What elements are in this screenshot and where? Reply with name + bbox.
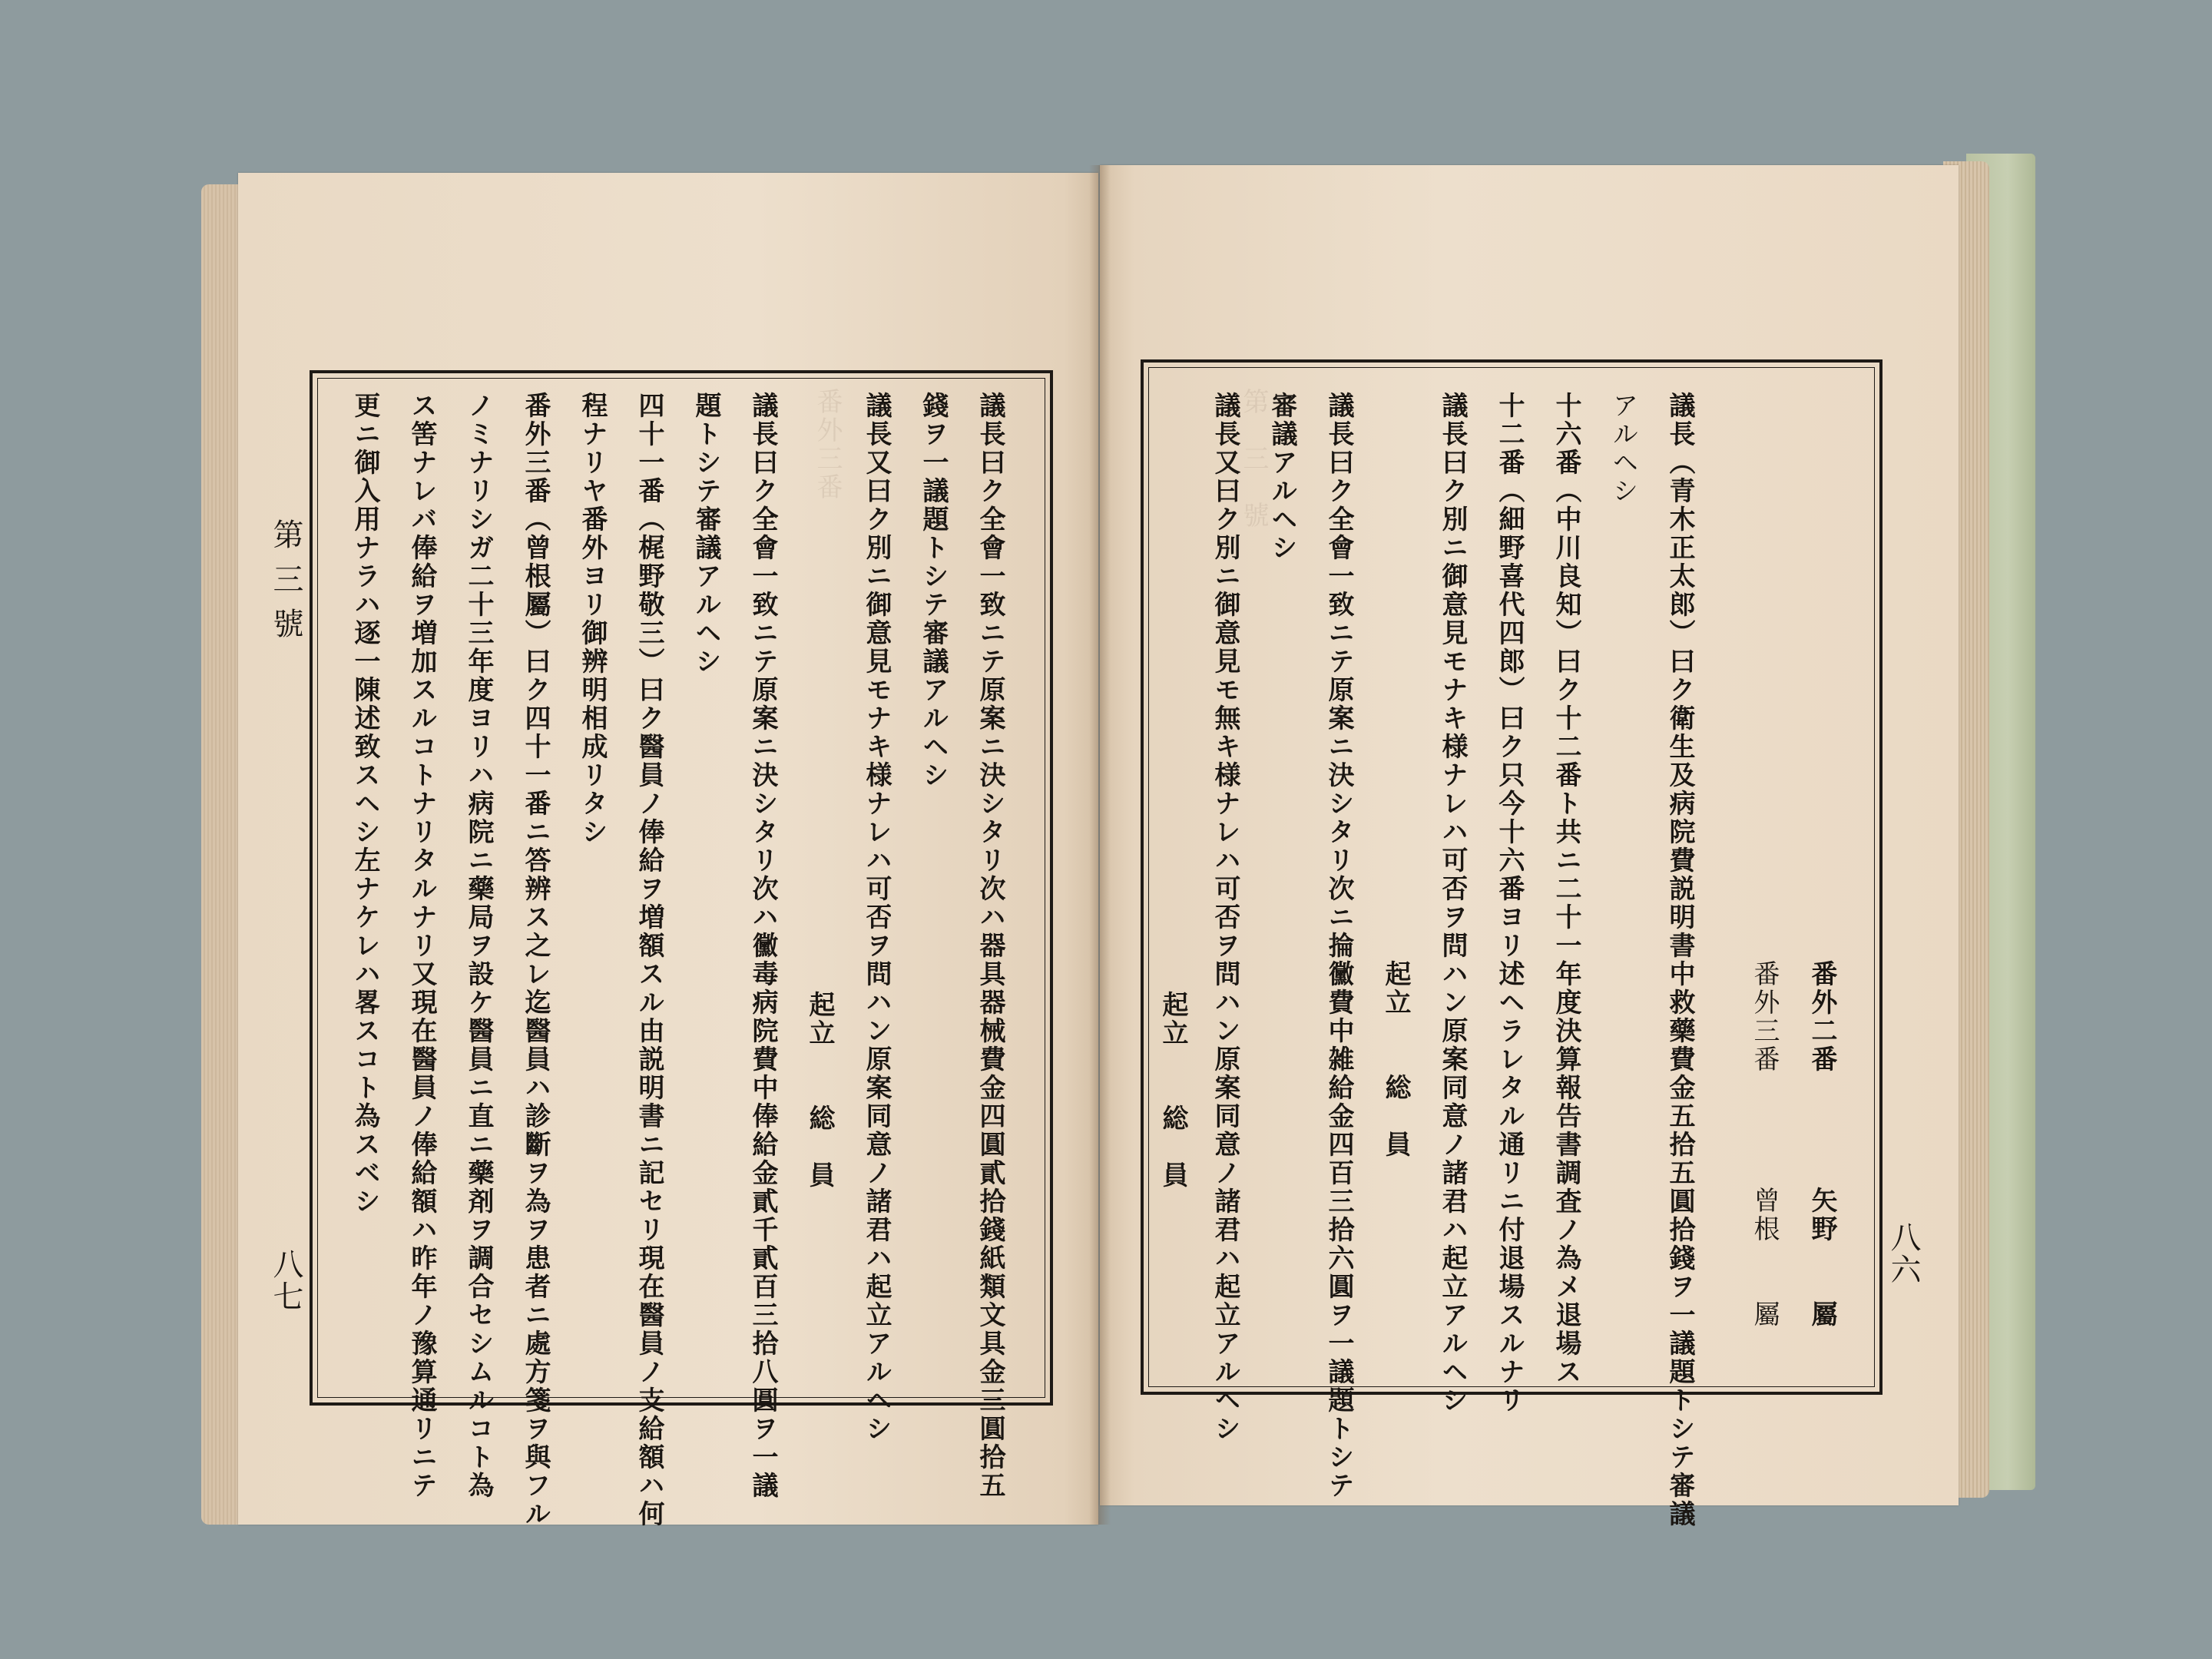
text-column: ノミナリシガ二十三年度ヨリハ病院ニ藥局ヲ設ケ醫員ニ直ニ藥剤ヲ調合セシムルコト為	[463, 392, 494, 1500]
text-column: 議長又曰ク別ニ御意見モナキ様ナレハ可否ヲ問ハン原案同意ノ諸君ハ起立アルヘシ	[861, 392, 892, 1443]
vote-result: 起立 総 員	[804, 991, 835, 1190]
text-column: 四十一番（梶野敬三）曰ク醫員ノ俸給ヲ増額スル由説明書ニ記セリ現在醫員ノ支給額ハ何	[634, 392, 664, 1528]
text-column: 審議アルヘシ	[1267, 392, 1297, 562]
book-gutter	[1089, 165, 1111, 1525]
text-column: 更ニ御入用ナラハ逐一陳述致スヘシ左ナケレハ畧スコト為スベシ	[349, 392, 380, 1216]
show-through-ghost: 第 三 號	[1238, 388, 1269, 530]
text-column: アルヘシ	[1608, 392, 1638, 505]
text-column: 錢ヲ一議題トシテ審議アルヘシ	[918, 392, 949, 790]
officer-name: 矢野 屬	[1806, 1187, 1837, 1329]
text-column: ス筈ナレバ俸給ヲ増加スルコトナリタルナリ又現在醫員ノ俸給額ハ昨年ノ豫算通リニテ	[406, 392, 437, 1500]
text-column: 議長曰ク全會一致ニテ原案ニ決シタリ次ニ掄黴費中雑給金四百三拾六圓ヲ一議題トシテ	[1323, 392, 1354, 1500]
vote-result: 起立 総 員	[1380, 960, 1411, 1159]
text-column: 十二番（細野喜代四郎）曰ク只今十六番ヨリ述ヘラレタル通リニ付退場スルナリ	[1494, 392, 1525, 1415]
text-column: 議長曰ク別ニ御意見モナキ様ナレハ可否ヲ問ハン原案同意ノ諸君ハ起立アルヘシ	[1437, 392, 1468, 1415]
show-through-ghost: 番外三番	[812, 388, 843, 502]
page-number-left: 八七	[268, 1248, 303, 1313]
officer-name: 曾根 屬	[1749, 1187, 1780, 1329]
text-column: 議長曰ク全會一致ニテ原案ニ決シタリ次ハ器具器械費金四圓貳拾錢紙類文具金三圓拾五	[975, 392, 1005, 1500]
officer-label: 番外三番	[1749, 960, 1780, 1074]
officer-label: 番外二番	[1806, 960, 1837, 1074]
vote-result: 起立 総 員	[1157, 991, 1188, 1190]
text-column: 程ナリヤ番外ヨリ御辨明相成リタシ	[577, 392, 608, 846]
text-column: 題トシテ審議アルヘシ	[690, 392, 721, 676]
text-column: 議長又曰ク別ニ御意見モ無キ様ナレハ可否ヲ問ハン原案同意ノ諸君ハ起立アルヘシ	[1210, 392, 1240, 1443]
text-column: 番外三番（曾根屬）曰ク四十一番ニ答辨ス之レ迄醫員ハ診斷ヲ為ヲ患者ニ處方箋ヲ與フル	[520, 392, 551, 1528]
text-column: 議長（青木正太郎）曰ク衛生及病院費説明書中救藥費金五拾五圓拾錢ヲ一議題トシテ審議	[1664, 392, 1695, 1528]
text-column: 議長曰ク全會一致ニテ原案ニ決シタリ次ハ黴毒病院費中俸給金貳千貳百三拾八圓ヲ一議	[747, 392, 778, 1500]
page-number-right: 八六	[1886, 1221, 1921, 1286]
text-column: 十六番（中川良知）曰ク十二番ト共ニ二十一年度決算報告書調査ノ為メ退場ス	[1551, 392, 1581, 1386]
issue-header: 第三號	[268, 518, 303, 652]
